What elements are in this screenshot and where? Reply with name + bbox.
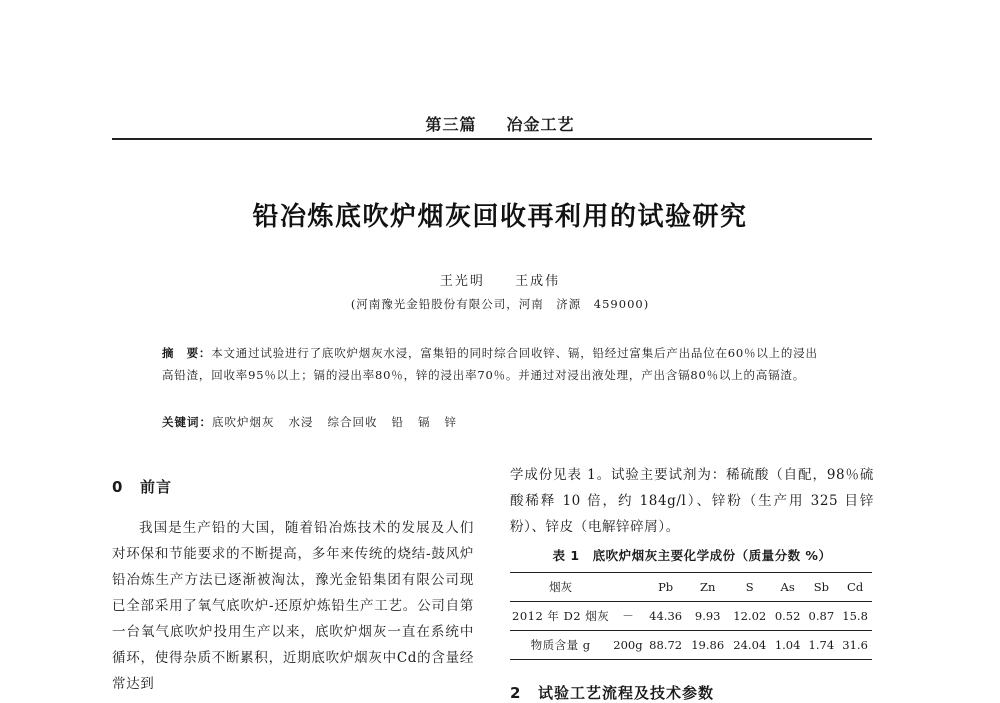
paper-title: 铅冶炼底吹炉烟灰回收再利用的试验研究 — [252, 202, 748, 232]
table-row — [510, 602, 872, 631]
running-header-part: 第三篇 — [425, 115, 477, 134]
abstract — [162, 342, 822, 386]
table-header-cell — [611, 573, 644, 602]
header-rule — [112, 138, 872, 140]
left-column — [112, 476, 474, 697]
table-header-cell: S — [745, 580, 754, 594]
author-2: 王成伟 — [515, 274, 561, 289]
keywords-label: 关键词： — [162, 415, 212, 429]
section-0-number: 0 — [112, 478, 124, 496]
table-header-cell: Pb — [658, 580, 674, 594]
table-cell: 24.04 — [733, 638, 767, 652]
affiliation: (河南豫光金铅股份有限公司，河南 济源 459000) — [350, 297, 650, 311]
table-cell: 9.93 — [694, 609, 721, 623]
table-cell: 物质含量 g — [530, 638, 591, 652]
table-cell: 88.72 — [649, 638, 683, 652]
table-cell: 19.86 — [691, 638, 725, 652]
authors — [0, 270, 1000, 289]
table-header-row — [510, 573, 872, 602]
table-header-cell: As — [780, 580, 795, 594]
section-2-number: 2 — [510, 684, 522, 702]
table-cell: 1.74 — [808, 638, 835, 652]
table-row — [510, 631, 872, 660]
table-1-caption: 表 1 底吹炉烟灰主要化学成份（质量分数 %） — [552, 548, 832, 563]
keywords — [162, 414, 822, 430]
keyword: 水浸 — [288, 415, 314, 429]
keyword: 铅 — [391, 415, 404, 429]
section-0-title: 前言 — [140, 478, 173, 496]
running-header-topic: 冶金工艺 — [506, 115, 575, 134]
table-cell: 12.02 — [733, 609, 767, 623]
materials-paragraph: 学成份见表 1。试验主要试剂为：稀硫酸（自配，98％硫酸稀释 10 倍，约 184g/l）、锌粉（生产用 325 目锌粉）、锌皮（电解锌碎屑）。 — [510, 467, 874, 535]
table-cell: 1.04 — [774, 638, 801, 652]
table-cell: － — [622, 609, 634, 623]
table-1 — [510, 572, 872, 660]
section-0-paragraph: 我国是生产铅的大国，随着铅冶炼技术的发展及人们对环保和节能要求的不断提高，多年来传统的烧结-鼓风炉铅冶炼生产方法已逐渐被淘汰，豫光金铅集团有限公司现已全部采用了氧气底吹炉-还原炉炼铅生产工艺。公司自第一台氧气底吹炉投用生产以来，底吹炉烟灰一直在系统中循环，使得杂质不断累积，近期底吹炉烟灰中Cd的含量经常达到 — [112, 520, 474, 692]
table-header-cell: Cd — [847, 580, 864, 594]
keyword: 镉 — [418, 415, 431, 429]
table-header-cell: 烟灰 — [549, 580, 573, 594]
keyword: 底吹炉烟灰 — [212, 415, 275, 429]
keyword: 综合回收 — [327, 415, 378, 429]
table-header-cell: Sb — [813, 580, 829, 594]
table-cell: 31.6 — [842, 638, 868, 652]
table-cell: 44.36 — [649, 609, 683, 623]
abstract-text: 本文通过试验进行了底吹炉烟灰水浸，富集铅的同时综合回收锌、镉，铅经过富集后产出品位在60％以上的浸出高铅渣，回收率95％以上；镉的浸出率80％，锌的浸出率70％。并通过对浸出液处理，产出含镉80％以上的高镉渣。 — [162, 346, 818, 382]
section-0-heading — [112, 476, 474, 497]
table-cell: 0.52 — [774, 609, 801, 623]
table-header-cell: Zn — [699, 580, 716, 594]
author-1: 王光明 — [439, 274, 485, 289]
table-cell: 15.8 — [842, 609, 868, 623]
keyword: 锌 — [444, 415, 457, 429]
table-cell: 200g — [613, 638, 643, 652]
section-2-title: 试验工艺流程及技术参数 — [538, 684, 715, 702]
running-header — [0, 112, 1000, 135]
table-cell: 2012 年 D2 烟灰 — [512, 609, 610, 623]
table-cell: 0.87 — [808, 609, 835, 623]
section-2-heading — [510, 682, 874, 703]
abstract-label: 摘 要： — [162, 346, 212, 360]
right-column — [510, 462, 874, 703]
